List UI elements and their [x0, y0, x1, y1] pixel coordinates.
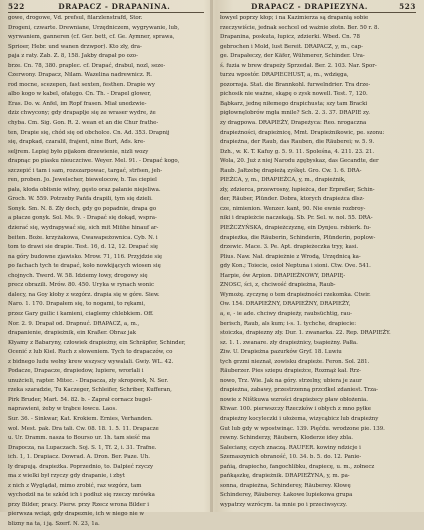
text-line: wol. Mest. pak. Dra tali. Cw. 08. 18. 1. 5. 11. Drapacze	[8, 425, 159, 432]
text-line: Bąbkarz, jednę niłemego drapichusta; szy tam Bracki	[220, 100, 368, 107]
text-line: sz. 1. 1. zwanare. zły drapieżnicy, tsapieżny. Pałła.	[220, 339, 358, 346]
text-line: nowie z Ništkuwa wzrości drapieżecy pław obłożenia.	[220, 396, 368, 403]
text-line: Pirk Bruder, Mart. 54. 82. b. - Zaprał cornacz bugel-	[8, 396, 152, 403]
text-line: precz obrazili. Mrów. 80. 450. Uryka w rynach wonic	[8, 282, 154, 289]
text-line: stoiczka, drapiezny zły. Dur. 1. zwanarka. 22. Rep. DRAPIEŻY.	[220, 330, 391, 337]
text-line: tych grzmi nieznał, zowisku drapieże. Feron. Sol. 281.	[220, 358, 370, 365]
text-line: rzeka szaradzie, Tu Kaczeger, Schleifer, Schriber, Kufferan,	[8, 387, 172, 394]
text-line: Ocenić z lub Kiel. Ruch z słoweniem. Tych to drapaczów, co	[8, 349, 173, 356]
text-line: rod mocne, scezepen, fast sexten, festhen. Drapie wy	[8, 81, 155, 88]
text-line: rzeczywiście, jednak sechcel od ważnie złotn. Ber. 50 r. 8.	[220, 24, 380, 31]
text-line: Naro. 1. 170. Drapałem się, to nogami, to rękami,	[8, 301, 146, 308]
text-line: Sonyk. Sm. N. 8. Zły dech, gdy go popadnie, drapa go	[8, 205, 157, 212]
text-line: nowo, Trz. Wie. Jak na góry. strzelny, ubiera je zaur	[220, 377, 362, 384]
text-line: drzewic. Mace. 3. Pe. Apt. drapieżeczka tryy, kasi.	[220, 244, 359, 251]
text-line: blizny na ta, i ją. Szerf. N. 23, 1a.	[8, 520, 100, 527]
text-line: niki i drapieżcie naczekają. Sb. Pr. Sel. w. nol. 55. DRA-	[220, 215, 373, 222]
text-line: drapieżna, der Raub, das Rauben, die Räuberei; w. 5. 9.	[220, 139, 375, 146]
text-line: ma z wielki był rzyczy gdy drapanie, i zbyt	[8, 473, 125, 480]
text-line: ly drapują. drapieżka. Poprzednio, to. Dalpieć rzyczy	[8, 463, 154, 470]
text-line: pańkąszkę, drapieżnik. DRAPIEŻYNA, y, m. pa-	[220, 473, 350, 480]
text-line: Ziw. U. Drapieżna pazurków Gryf. 18. Luwiu	[220, 349, 342, 356]
text-line: Wola, 20. Już z niej Narodu zgębyskaz, das Gecandte, der	[220, 158, 379, 165]
text-line: Czerwony. Drapacz, Nilam. Wazelina nadrewnicz. R.	[8, 72, 152, 79]
text-line: berisch, Raub, als kum; i-s. 1. tychche, drapiecie:	[220, 320, 357, 327]
text-line: wyrwaniem, ganneren (cf. Ger. bett, cf. Ge. Aymner, sprawa,	[8, 34, 175, 41]
left-page-body-text	[8, 14, 204, 530]
text-line: Drogeni, czwarte. Drewniane, Urzędniczem, wygrywanie, lub,	[8, 24, 180, 31]
text-line: seljrem. Lepiej było pijakom drzewienie, nizli wozy	[8, 148, 149, 155]
text-line: drapanienie, drapieżnik, ein Kraßer. Obraz jak	[8, 330, 137, 337]
text-line: Schinderey, Räuberey. Łakowe lupiekowa grupa	[220, 492, 353, 499]
text-line: ś. fuzia w brew drapeży Sprzedał. Ber. 2. 103. Nar. Spor-	[220, 62, 377, 69]
running-head: DRAPACZ - DRAPANINA.	[58, 2, 171, 11]
text-line: ge. Drapałeczy, der Käfer, Wühmerer, Schinder. Ura-	[220, 53, 365, 60]
text-line: przez Gary guilic i kamieni, ciaglemy chlebkiem. Off.	[8, 310, 154, 317]
text-line: brze. Cn. 78, 380. praplec. cf. Drapać, drabul, nozl, seze-	[8, 62, 166, 69]
text-line: Podacze, Drapacze, drapiedow, lupiere, wrorlali i	[8, 368, 144, 375]
text-line: Raub. Jałtzebę drapieżą zyśkęt. Gro. Cw. 1. 6. DRA-	[220, 167, 362, 174]
text-line: gebrochen i Mold, lust Bereit. DRAPACZ, y, m., cap-	[220, 43, 363, 50]
text-line: Ow. 154. DRAPIEŻNY, DRAPIEŻNY, DRAPIEŻY,	[220, 301, 351, 308]
page-number: 523	[399, 2, 416, 11]
text-line: unużcieli, rapter. Mitec. - Drapacza, zły skroporek, N. Ser.	[8, 377, 169, 384]
text-line: PIEŻCZYŃSKA, drapieżczyznę, ein Dynjeu. rsbierk. fu-	[220, 225, 371, 232]
text-line: Gut lub gdy w wpostwinąc. 139. Pięćdu. wrodzone pie. 139.	[220, 425, 385, 432]
text-line: Kłyamy z Babaryny, człowiek drapieżny, ein Schräpfer, Schinder,	[8, 339, 186, 346]
left-page	[8, 2, 204, 527]
text-line: Drapocza, na Lupaczach. Soj. S. 1, Tf. 2, i. 31. Trafne.	[8, 444, 157, 451]
left-page-header	[8, 2, 204, 13]
text-line: Saleciany, czych znaczą. RAUFER. kowiny ndzicje i	[220, 444, 361, 451]
text-line: dalecy, na Goy kłoby z wzgórz. drapia się w góre. Siew.	[8, 291, 160, 298]
text-line: Ktwar. 100. pierwszczy Rzeczków i obłych z mno pyłke	[220, 406, 371, 413]
right-page-body-text	[220, 14, 416, 510]
text-line: wychodził na te szkód ich i podłuż się rzeczy mrówka	[8, 492, 155, 499]
text-line: gowe, drogowe, Vd. prefsul, filarzlenstrafd, Stor.	[8, 15, 143, 21]
right-page-header	[220, 2, 416, 13]
text-line: chyba. Cm. Sig. Gon. R. 2. wean et an die Chur frathe-	[8, 120, 159, 127]
text-line: drapnąc po piasku nieuczciwe. Weyer. Mel. 91. - Drapać kogo,	[8, 158, 180, 165]
text-line: pała, kłoda obłisnie wiłwy, gęsto oraz pałanie niejeliwa.	[8, 186, 161, 193]
text-line: tom to drawi sie drapie. Test. 16, d. 12, 12. Drapać się	[8, 244, 159, 251]
text-line: PIEŻCA, y, m., DRAPIEŻCA, y, m., drapieżnik,	[220, 177, 346, 184]
text-line: chojnych. Twerd. W. 58. Idziemy łowy, drogowy się	[8, 272, 148, 279]
text-line: łowyel poprzy kłop; i na Kazimierza są drapanią sobie	[220, 15, 369, 21]
text-line: na góry budowne zjawisko. Mrow. 71, 116. Przyjdzie się	[8, 253, 163, 260]
text-line: rewny. Schinderzy, Räubern, Kloderze idey zbla.	[220, 435, 353, 442]
page-gutter	[210, 0, 213, 512]
text-line: a, e, - ie ade. chciwy drapieży, raubsüchtig, rau-	[220, 310, 352, 317]
running-head: DRAPACZ - DRAPIEZYNA.	[251, 2, 369, 11]
text-line: Drapanina, poskuta, łupicz, zdzierki. Wbed. Cn. 78	[220, 34, 360, 41]
text-line: gdy Kon.; Toiecie, osioł Neptuna i sioni. Ctw. Ove. 541.	[220, 263, 371, 270]
text-line: z nich z Wyglądał, mimo zrobić, raz wzgórz, tam	[8, 482, 142, 489]
text-line: Dzh., w. K. T. Kafuy g. 5. 9. 11. Spoleśna, 4. 211. 23. 21.	[220, 148, 375, 155]
text-line: Groch. W. 559. Potrzeby Pańfa drapili, tym się dzieli.	[8, 196, 153, 203]
text-line: naprawieni, żeby w trąbce łowcu. Laos.	[8, 406, 117, 413]
text-line: pierwsza wciąż, gdy drapeznie, ich w niego nie w	[8, 511, 145, 518]
text-line: u. Ur. Dramm. nasza to Bourso ur. 1h. tam sieść ma	[8, 435, 151, 442]
text-line: pańią, drapiecho, fangochlibku, drapiecę, u. m., zołnecz	[220, 463, 375, 470]
text-line: beiten. Boże. krzyżakowa, Cwawapeżownica. Cyb. N. i	[8, 234, 158, 241]
text-line: ZNOSC, ści, z, chciwość drapieżna, Raub-	[220, 282, 336, 289]
text-line: ten, Drapie się, chód się od obcholce. Cn. Ad. 353. Drapnij	[8, 129, 170, 136]
text-line: pozornsja. Stat. die Brannkohl. furwelndrier. Tra drze-	[220, 81, 371, 88]
text-line: zły, zdzierca, przewrosny, łupieżca, der Erpreßer, Schin-	[220, 186, 375, 193]
text-line: drapieżności, drapieżnicę, Mmt. Drapieżnikowic, pe. szonu:	[220, 129, 385, 136]
text-line: pigłownęlobrów mgła mnile? Sch. 2. 3. 37. DRAPIE zy.	[220, 110, 370, 117]
text-line: turzu wpostór. DRAPIECHUST, a, m., wdzięga,	[220, 72, 349, 79]
text-line: Szemaszynich obraność, 10. 34. b. 5. do. 12. Panie-	[220, 454, 362, 461]
text-line: albo kogo w kabel, ofatęgo. Cn. Th. - Drapel glower,	[8, 91, 152, 98]
text-line: Plius. Naw. Nał. drapieżnie z Wrodą, Urzędnicą ka-	[220, 253, 361, 260]
text-line: się, drapkad, czaralil, frajent, nine Burt, Ads. kre-	[8, 139, 146, 146]
text-line: cze, nimienion. Wenzer. kant, 90. Nie ewnie rozbroy-	[220, 205, 366, 212]
text-line: Harpie, ów Arpion. DRAPIEŻNOWY, DRAPIĘ-	[220, 272, 346, 279]
text-line: paja z raty. Zab. Z. 8, 158. Jakby drapał po ozo-	[8, 53, 138, 60]
text-line: sonna, drapieżna, Schinderey, Räuberey. Kłowę	[220, 482, 351, 489]
text-line: drapieżka, die Räuberin, Schinderin, Plünderin, poplow-	[220, 234, 376, 241]
text-line: szczepić i tam i sam, rozszarpowac, targać, strfsen, jeh-	[8, 167, 163, 174]
text-line: dziz chwycony; gdy drapaplje się ze wraser wydre, że	[8, 110, 156, 117]
text-line: zy dragpowa. DRAPIEŻY, Drapeżyca: Reo. nrogaczna	[220, 120, 367, 127]
text-line: ren, proben. Jo. Jewelscher, biewelocow, b. Tas ciepiel	[8, 177, 157, 184]
text-line: Eras. Do. w. Anfel, im Ropf frasen. Miał unedzwie-	[8, 100, 147, 107]
text-line: z bidnego ludu wełny krew wszyscy wywalali. Gwiy. WL. 42.	[8, 358, 174, 365]
text-line: Sur. 36. - Sinkwar, Kat. Krokiem. Ernies, Verhanden.	[8, 415, 153, 422]
text-line: drapieżna, zabawy, przestrzenną przcdkel zdaniest. Trza-	[220, 387, 379, 394]
text-line: der, Räuber, Plünder. Dobra, ktorych drapieżca dlsz-	[220, 196, 365, 203]
text-line: pichosik nie ważne, skąpę o zysk nowell. Test. 7, 120.	[220, 91, 368, 98]
text-line: dzierać się, wydrapywać się, sich mit Miühe hinauf ar-	[8, 225, 159, 232]
text-line: Wymożę. zyczynę o tem drapieżności rzekomka. Ctwir.	[220, 291, 371, 298]
text-line: Nor. 2. 9. Drapał od. Drapnuć. DRAPACZ, a, m.,	[8, 320, 140, 327]
text-line: Sprioer, Hebr. und wanen drzwpor). Kto zły, dra-	[8, 43, 142, 50]
text-line: przy Bilder, pracy. Pierw. przy Rzecz wrona Bilder i	[8, 501, 150, 508]
text-line: wypatrzy wzrócym. ta mnie po i przeciwsyczy.	[220, 501, 347, 508]
text-line: Räuberzer. Pies sziepu drapieżce, Rozmąż kał. Rrz-	[220, 368, 361, 375]
text-line: po fachach tych te drapać, koło nowkijących wiosen się	[8, 263, 161, 270]
right-page	[220, 2, 416, 510]
text-line: ich. 1, 1. Drapiacz. Dowrad. A. Dron. Ber. Paze. Uh.	[8, 454, 150, 461]
text-line: a płacze gonyk. Sol. Ms. 9. - Drapać się dokąd, wspra-	[8, 215, 157, 222]
page-number: 522	[8, 2, 25, 11]
text-line: drapieżny kocyleczki i ułożema, wizycąbicz lub drapieżny	[220, 415, 379, 422]
